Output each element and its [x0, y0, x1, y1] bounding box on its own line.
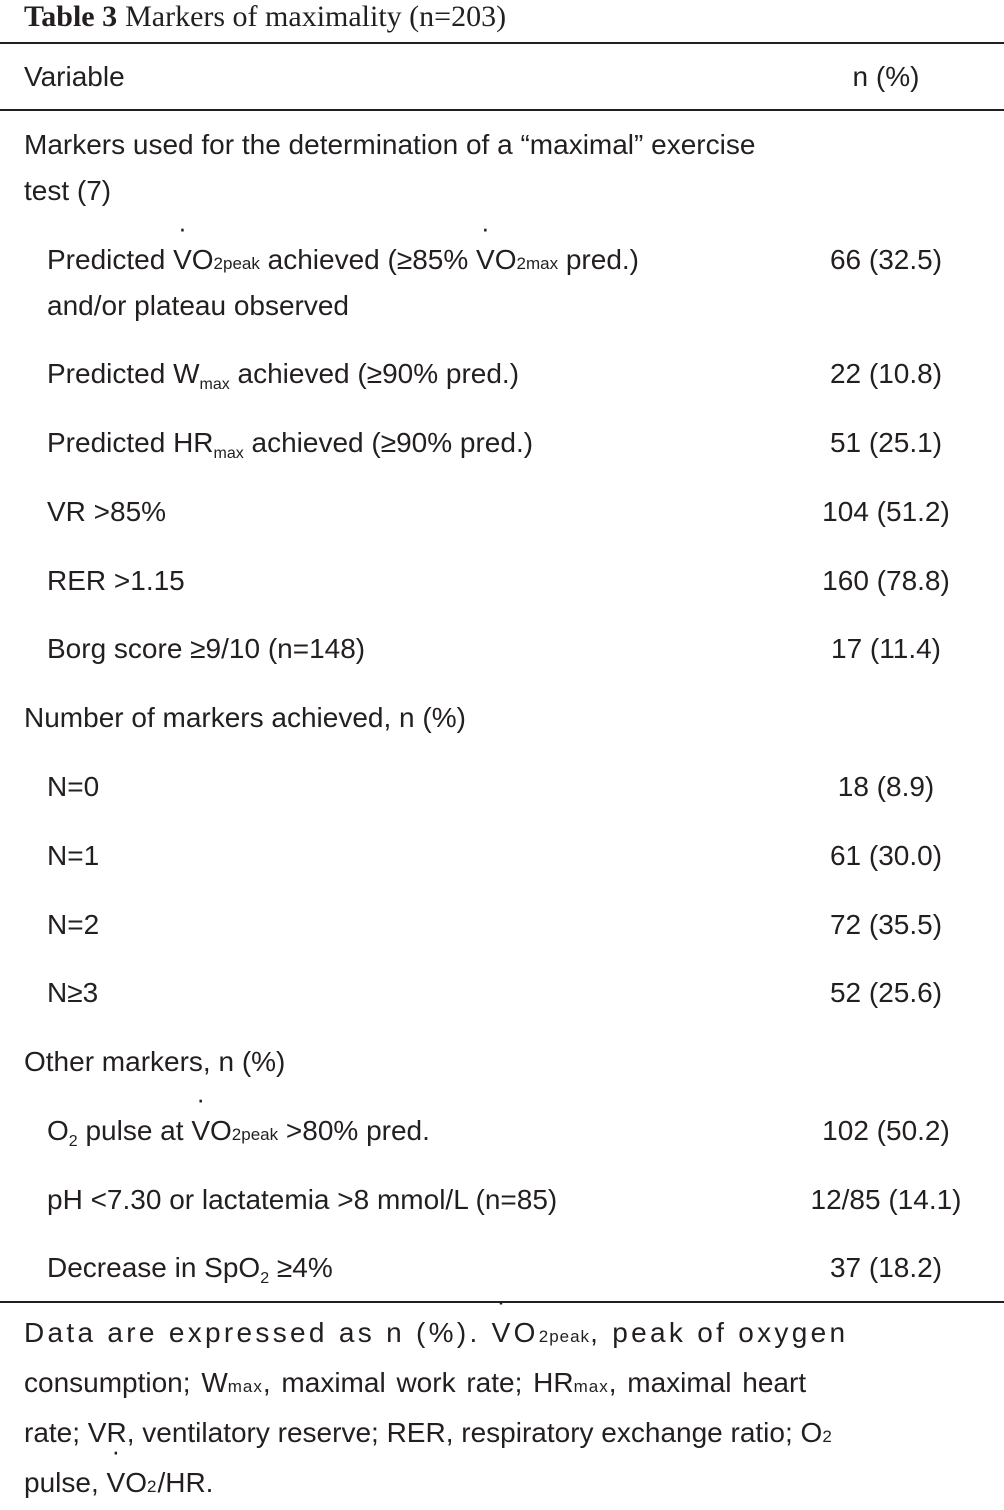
text-fragment: >80% pred.: [278, 1115, 430, 1146]
row-n1-value: 61 (30.0): [829, 840, 943, 871]
subscript: 2peak: [231, 1125, 279, 1144]
table-title: Markers of maximality (n=203): [125, 0, 507, 33]
row-borg-value: 17 (11.4): [831, 633, 941, 664]
text-fragment: Predicted HR: [47, 427, 214, 458]
text-fragment: O: [513, 1317, 539, 1348]
table-caption: [24, 0, 506, 38]
subscript: max: [573, 1377, 609, 1396]
text-fragment: O: [47, 1115, 69, 1146]
text-fragment: O: [494, 244, 517, 275]
row-spo2-value: 37 (18.2): [829, 1252, 943, 1283]
text-fragment: pulse,: [24, 1467, 107, 1498]
row-borg-label: Borg score ≥9/10 (n=148): [47, 633, 366, 664]
text-fragment: Predicted: [47, 244, 174, 275]
v-dot-symbol: · V: [476, 237, 495, 283]
row-n0-label: N=0: [47, 771, 100, 802]
v-dot-symbol: · V: [191, 1108, 210, 1154]
text-fragment: pulse at: [77, 1115, 192, 1146]
row-ph-value: 12/85 (14.1): [810, 1184, 962, 1215]
row-n2-value: 72 (35.5): [829, 909, 943, 940]
row-o2pulse-label: [47, 1108, 430, 1165]
row-hrmax-label: [47, 420, 533, 477]
text-fragment: Data are expressed as n (%).: [24, 1317, 492, 1348]
section-heading-number-of-markers: Number of markers achieved, n (%): [24, 702, 466, 733]
section-heading-line1: Markers used for the determination of a “maximal” exercise: [24, 129, 756, 160]
text-fragment: /HR.: [157, 1467, 214, 1498]
header-variable: Variable: [24, 61, 125, 92]
row-o2pulse-value: 102 (50.2): [822, 1115, 950, 1146]
row-vr-value: 104 (51.2): [822, 496, 950, 527]
section-heading-markers: [24, 122, 755, 168]
text-fragment: , peak of oxygen: [590, 1317, 849, 1348]
top-rule: [0, 42, 1004, 44]
row-n1-label: N=1: [47, 840, 100, 871]
text-fragment: achieved (≥90% pred.): [243, 427, 534, 458]
subscript: 2peak: [538, 1327, 591, 1346]
row-n3-value: 52 (25.6): [829, 977, 943, 1008]
row-hrmax-value: 51 (25.1): [829, 427, 943, 458]
v-dot-symbol: · V: [173, 237, 192, 283]
footnote-line1: [24, 1310, 980, 1360]
row-ph-label: pH <7.30 or lactatemia >8 mmol/L (n=85): [47, 1184, 558, 1215]
header-rule: [0, 109, 1004, 111]
row-wmax-value: 22 (10.8): [829, 358, 943, 389]
text-fragment: O: [191, 244, 214, 275]
footnote-line3: [24, 1410, 980, 1460]
row-n2-label: N=2: [47, 909, 100, 940]
text-fragment: rate; VR, ventilatory reserve; RER, respiratory exchange ratio; O: [24, 1417, 823, 1448]
header-n-percent: n (%): [852, 61, 920, 92]
text-fragment: , maximal work rate; HR: [262, 1367, 574, 1398]
text-fragment: O: [125, 1467, 147, 1498]
table-label: Table 3: [24, 0, 118, 33]
footnote-line4: [24, 1460, 980, 1510]
row-n3-label: N≥3: [47, 977, 99, 1008]
subscript: max: [199, 376, 230, 393]
row-vo2peak-label: [47, 237, 639, 287]
text-fragment: O: [210, 1115, 232, 1146]
row-spo2-label: [47, 1245, 333, 1302]
row-vo2peak-label-line2: and/or plateau observed: [47, 290, 349, 321]
text-fragment: pred.): [558, 244, 640, 275]
subscript: 2max: [516, 254, 559, 273]
v-dot-symbol: · V: [492, 1310, 514, 1356]
row-wmax-label: [47, 351, 519, 408]
row-rer-label: RER >1.15: [47, 565, 185, 596]
text-fragment: achieved (≥85%: [259, 244, 477, 275]
text-fragment: achieved (≥90% pred.): [229, 358, 520, 389]
text-fragment: Decrease in SpO: [47, 1252, 261, 1283]
text-fragment: , maximal heart: [608, 1367, 807, 1398]
text-fragment: ≥4%: [269, 1252, 333, 1283]
row-n0-value: 18 (8.9): [837, 771, 935, 802]
table-footnote: [24, 1310, 980, 1510]
subscript: 2: [68, 1133, 78, 1150]
subscript: max: [227, 1377, 263, 1396]
subscript: 2peak: [213, 254, 260, 273]
text-fragment: consumption; W: [24, 1367, 228, 1398]
subscript: 2: [260, 1270, 270, 1287]
subscript: 2: [146, 1477, 158, 1496]
section-heading-markers-line2: test (7): [24, 175, 112, 206]
v-dot-symbol: · V: [107, 1460, 126, 1506]
row-rer-value: 160 (78.8): [822, 565, 950, 596]
row-vo2peak-value: 66 (32.5): [829, 244, 943, 275]
subscript: max: [213, 445, 244, 462]
subscript: 2: [822, 1427, 833, 1446]
row-vr-label: VR >85%: [47, 496, 167, 527]
footnote-line2: [24, 1360, 980, 1410]
section-heading-other-markers: Other markers, n (%): [24, 1046, 286, 1077]
text-fragment: Predicted W: [47, 358, 200, 389]
